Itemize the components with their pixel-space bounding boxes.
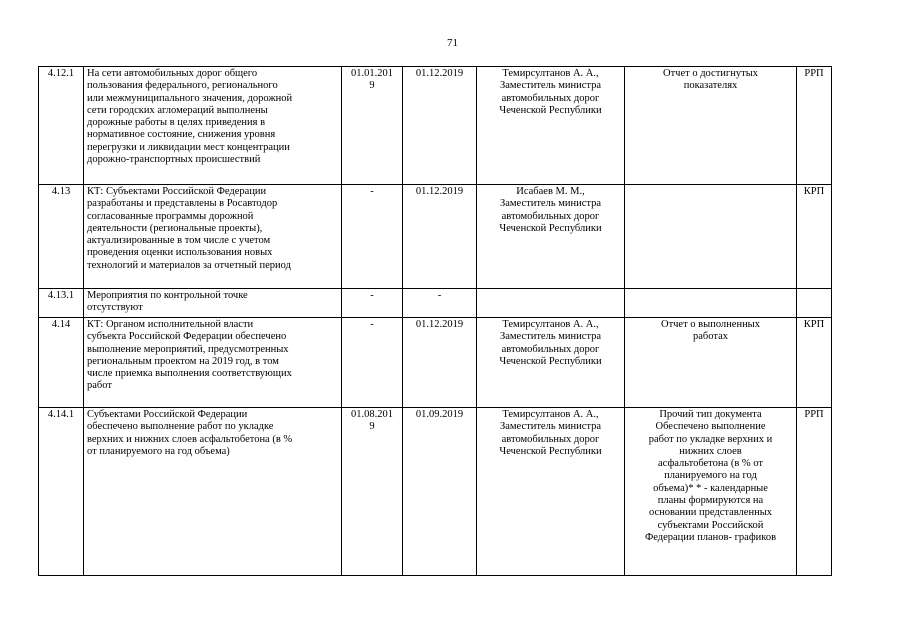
responsible-person: Исабаев М. М., Заместитель министра автомобильных дорог Чеченской Республики (477, 185, 625, 289)
control-level: РРП (797, 67, 832, 185)
end-date: 01.12.2019 (403, 185, 477, 289)
end-date: 01.12.2019 (403, 67, 477, 185)
control-level: КРП (797, 185, 832, 289)
table-row (39, 408, 832, 576)
control-level: КРП (797, 318, 832, 408)
end-date: 01.09.2019 (403, 408, 477, 576)
end-date: 01.12.2019 (403, 318, 477, 408)
row-number: 4.12.1 (39, 67, 84, 185)
row-description: На сети автомобильных дорог общего пользования федерального, регионального или межмуниципального значения, дорожной сети городских агломераций выполнены дорожные работы в целях приведения в нормативное состояние, снижения уровня перегрузки и ликвидации мест концентрации дорожно-транспортных происшествий (84, 67, 342, 185)
result-document (625, 185, 797, 289)
start-date: - (342, 185, 403, 289)
control-level (797, 289, 832, 318)
row-description: Субъектами Российской Федерации обеспечено выполнение работ по укладке верхних и нижних слоев асфальтобетона (в % от планируемого на год объема) (84, 408, 342, 576)
control-level: РРП (797, 408, 832, 576)
result-document: Прочий тип документа Обеспечено выполнение работ по укладке верхних и нижних слоев асфальтобетона (в % от планируемого на год объема)* * - календарные планы формируются на основании представленных субъектами Российской Федерации планов- графиков (625, 408, 797, 576)
result-document: Отчет о достигнутых показателях (625, 67, 797, 185)
row-description: КТ: Органом исполнительной власти субъекта Российской Федерации обеспечено выполнение мероприятий, предусмотренных региональным проектом на 2019 год, в том числе приемка выполнения соответствующих работ (84, 318, 342, 408)
start-date: 01.08.201 9 (342, 408, 403, 576)
row-number: 4.13 (39, 185, 84, 289)
start-date: - (342, 318, 403, 408)
responsible-person: Темирсултанов А. А., Заместитель министра автомобильных дорог Чеченской Республики (477, 408, 625, 576)
row-number: 4.14 (39, 318, 84, 408)
row-number: 4.13.1 (39, 289, 84, 318)
responsible-person: Темирсултанов А. А., Заместитель министра автомобильных дорог Чеченской Республики (477, 318, 625, 408)
plan-table (38, 66, 832, 576)
page-number: 71 (447, 37, 458, 49)
start-date: 01.01.201 9 (342, 67, 403, 185)
end-date: - (403, 289, 477, 318)
table-row (39, 67, 832, 185)
result-document (625, 289, 797, 318)
row-number: 4.14.1 (39, 408, 84, 576)
responsible-person: Темирсултанов А. А., Заместитель министра автомобильных дорог Чеченской Республики (477, 67, 625, 185)
table-row (39, 185, 832, 289)
start-date: - (342, 289, 403, 318)
table-row (39, 318, 832, 408)
row-description: КТ: Субъектами Российской Федерации разработаны и представлены в Росавтодор согласованные программы дорожной деятельности (региональные проекты), актуализированные в том числе с учетом проведения оценки использования новых технологий и материалов за отчетный период (84, 185, 342, 289)
responsible-person (477, 289, 625, 318)
result-document: Отчет о выполненных работах (625, 318, 797, 408)
table-row (39, 289, 832, 318)
row-description: Мероприятия по контрольной точке отсутствуют (84, 289, 342, 318)
